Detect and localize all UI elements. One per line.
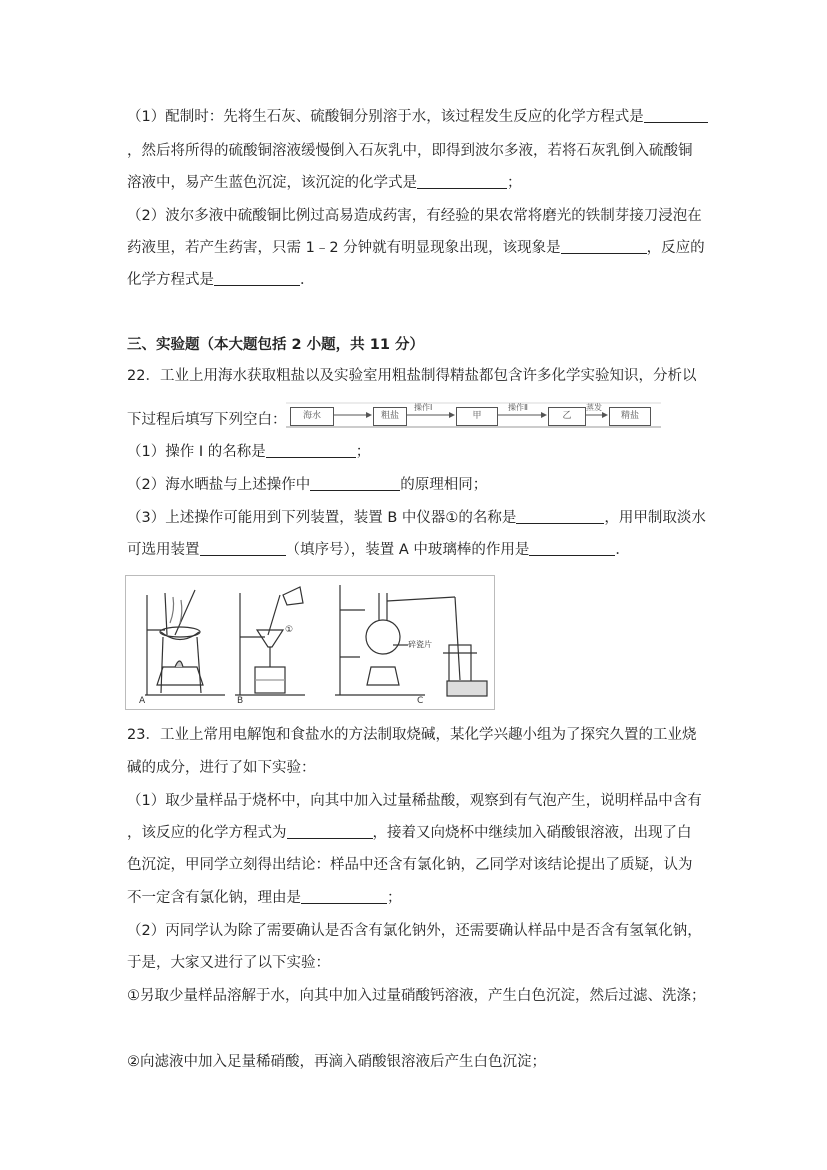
apparatus-drawing [125, 575, 495, 710]
q22-sub2-text: （2）海水晒盐与上述操作中 [127, 477, 311, 493]
q21-part1-line3 [127, 173, 522, 193]
q23-part1-line3: 色沉淀，甲同学立刻得出结论：样品中还含有氯化钠，乙同学对该结论提出了质疑，认为 [127, 857, 693, 873]
q23-part1-text4: 不一定含有氯化钠，理由是 [127, 890, 301, 906]
q22-line1: 22．工业上用海水获取粗盐以及实验室用粗盐制得精盐都包含许多化学实验知识，分析以 [127, 368, 697, 384]
q22-sub3-line2 [127, 540, 630, 560]
q21-part2-line3 [127, 270, 315, 290]
flow-label-op1: 操作Ⅰ [414, 403, 433, 412]
q22-sub3-text1-end: ，用甲制取淡水 [604, 510, 706, 526]
q22-line2: 下过程后填写下列空白： [127, 412, 287, 428]
q21-part2-text1: （2）波尔多液中硫酸铜比例过高易造成药害，有经验的果农常将磨光的铁制芽接刀浸泡在 [127, 208, 702, 224]
apparatus-label-c: C [417, 696, 424, 706]
q21-part2-text3: 化学方程式是 [127, 272, 214, 288]
q21-part1-text3: 溶液中，易产生蓝色沉淀，该沉淀的化学式是 [127, 175, 417, 191]
section-3-heading: 三、实验题（本大题包括 2 小题，共 11 分） [127, 337, 424, 353]
q21-part2-text3-end: ． [300, 272, 315, 288]
flow-box-seawater: 海水 [290, 407, 334, 426]
q21-answer-blank-3[interactable] [561, 239, 647, 254]
q22-answer-blank-3[interactable] [516, 509, 604, 524]
q22-sub1 [127, 442, 370, 462]
q22-process-flow-diagram [286, 402, 661, 428]
q22-sub1-text: （1）操作 I 的名称是 [127, 444, 266, 460]
q21-part1-text1: （1）配制时：先将生石灰、硫酸铜分别溶于水，该过程发生反应的化学方程式是 [127, 109, 644, 125]
q22-sub3-text2-mid: （填序号），装置 A 中玻璃棒的作用是 [285, 542, 530, 558]
q21-answer-blank-1[interactable] [644, 108, 708, 123]
lab-apparatus-figure [125, 575, 495, 710]
q21-part1-line2 [127, 141, 693, 161]
q22-sub3-text2: 可选用装置 [127, 542, 200, 558]
q23-part1-line1: （1）取少量样品于烧杯中，向其中加入过量稀盐酸，观察到有气泡产生，说明样品中含有 [127, 793, 702, 809]
q21-part2-text2: 药液里，若产生药害，只需 1﹣2 分钟就有明显现象出现，该现象是 [127, 240, 561, 256]
q21-part1-text2: ，然后将所得的硫酸铜溶液缓慢倒入石灰乳中，即得到波尔多液，若将石灰乳倒入硫酸铜 [127, 143, 693, 159]
q23-step1: ①另取少量样品溶解于水，向其中加入过量硝酸钙溶液，产生白色沉淀，然后过滤、洗涤； [127, 988, 706, 1004]
q21-part2-line1 [127, 206, 702, 226]
q21-part2-line2 [127, 238, 705, 258]
q22-sub2-end: 的原理相同； [400, 477, 488, 493]
q23-step2: ②向滤液中加入足量稀硝酸，再滴入硝酸银溶液后产生白色沉淀； [127, 1054, 546, 1070]
flow-box-refined-salt: 精盐 [609, 407, 651, 426]
flow-box-yi: 乙 [548, 407, 586, 426]
q22-answer-blank-5[interactable] [529, 541, 615, 556]
flow-label-evaporate: 蒸发 [586, 403, 602, 412]
q22-answer-blank-1[interactable] [266, 443, 356, 458]
apparatus-label-a: A [139, 696, 146, 706]
q21-part1-text3-end: ； [507, 175, 522, 191]
q23-line2: 碱的成分，进行了如下实验： [127, 760, 316, 776]
apparatus-b-callout: ① [285, 625, 294, 635]
q22-answer-blank-2[interactable] [310, 476, 400, 491]
q21-part1-line1 [127, 107, 708, 127]
q22-sub2 [127, 475, 487, 495]
q22-sub1-end: ； [355, 444, 371, 460]
q23-part2-line1: （2）丙同学认为除了需要确认是否含有氯化钠外，还需要确认样品中是否含有氢氧化钠， [127, 923, 702, 939]
q21-answer-blank-2[interactable] [417, 174, 507, 189]
q23-answer-blank-2[interactable] [301, 889, 387, 904]
q21-part2-text2-end: ，反应的 [646, 240, 705, 256]
q21-answer-blank-4[interactable] [214, 271, 300, 286]
q23-part1-text2-end: ，接着又向烧杯中继续加入硝酸银溶液，出现了白 [372, 825, 692, 841]
q23-part1-text4-end: ； [387, 890, 402, 906]
q23-line1: 23．工业上常用电解饱和食盐水的方法制取烧碱，某化学兴趣小组为了探究久置的工业烧 [127, 727, 697, 743]
flow-label-op2: 操作Ⅱ [508, 403, 528, 412]
apparatus-c-callout: 碎瓷片 [408, 640, 432, 649]
q23-part1-text2: ，该反应的化学方程式为 [127, 825, 287, 841]
q23-part2-line2: 于是，大家又进行了以下实验： [127, 955, 330, 971]
q22-sub3-text2-end: ． [615, 542, 630, 558]
q22-sub3-line1 [127, 508, 706, 528]
q22-sub3-text1: （3）上述操作可能用到下列装置，装置 B 中仪器①的名称是 [127, 510, 517, 526]
flow-box-crude-salt: 粗盐 [373, 407, 407, 426]
q23-answer-blank-1[interactable] [287, 824, 373, 839]
q22-answer-blank-4[interactable] [200, 541, 286, 556]
flow-box-jia: 甲 [456, 407, 498, 426]
q23-part1-line4 [127, 888, 402, 908]
apparatus-label-b: B [237, 696, 244, 706]
q23-part1-line2 [127, 823, 692, 843]
